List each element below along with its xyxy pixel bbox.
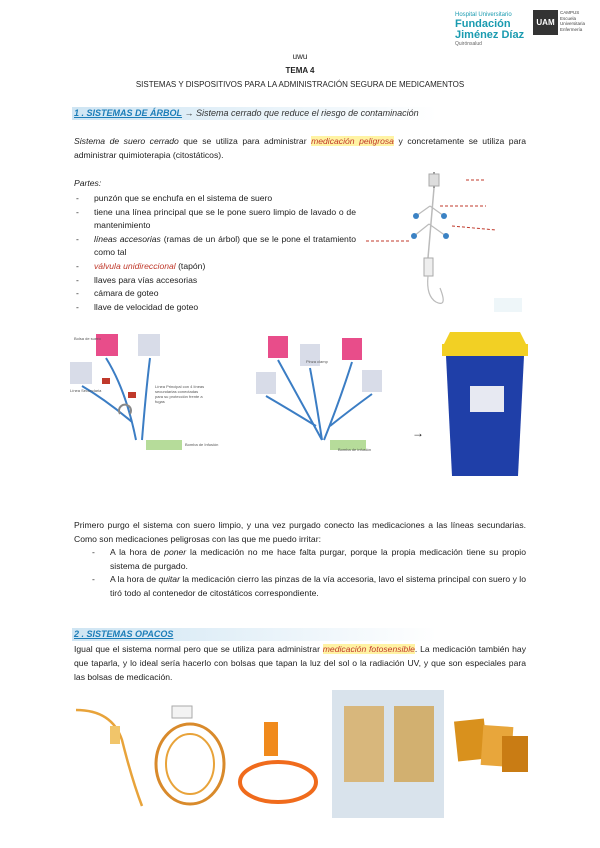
diagram-label: Bomba de infusión [338, 447, 372, 452]
tree-system-photo [366, 166, 526, 316]
list-item: - punzón que se enchufa en el sistema de suero [74, 192, 356, 206]
uam-mark: UAM [533, 10, 558, 35]
list-item: - llave de velocidad de goteo [74, 301, 356, 315]
logo-uam [533, 10, 593, 44]
diagram-label: Línea Secundaria [70, 388, 102, 393]
logo-fundacion-jimenez-diaz: Hospital Universitario Fundación Jiménez Díaz Quirónsalud [455, 12, 525, 47]
tree-diagram-right [250, 330, 410, 460]
list-item: - cámara de goteo [74, 287, 356, 301]
section-2-paragraph: Igual que el sistema normal pero que se utiliza para administrar medicación fotosensible. La medicación también hay que taparla, y lo ideal sería hacerlo con bolsas que tapan la luz del sol o la radiación UV, y que son especiales para las bolsas de medicación. [74, 644, 526, 682]
opaque-bags-photo [332, 690, 444, 818]
section-1-intro: Sistema de suero cerrado que se utiliza para administrar medicación peligrosa y concretamente se utiliza para administrar quimioterapia (citostáticos). [74, 136, 526, 160]
purge-paragraph: Primero purgo el sistema con suero limpio, y una vez purgado conecto las medicaciones a las líneas secundarias. Como son medicaciones peligrosas con las que me puedo irritar: [74, 520, 526, 544]
cytostatic-container-image [440, 330, 530, 480]
uam-text: CAMPUS Escuela Universitaria Enfermería [560, 10, 586, 32]
diagram-label: Bolsa de suero [74, 336, 101, 341]
course-label: uwu [292, 52, 308, 61]
page-title: SISTEMAS Y DISPOSITIVOS PARA LA ADMINISTRACIÓN SEGURA DE MEDICAMENTOS [135, 80, 465, 89]
parts-list [74, 192, 356, 314]
list-item: - A la hora de poner la medicación no me hace falta purgar, porque la propia medicación tiene su propio sistema de purgado. [90, 546, 526, 573]
diagram-label: Pinza clamp [306, 359, 328, 364]
list-item: - A la hora de quitar la medicación cierro las pinzas de la vía accesoria, lavo el sistema principal con suero y lo tiró todo al contenedor de citostáticos correspondiente. [90, 573, 526, 600]
list-item: - válvula unidireccional (tapón) [74, 260, 356, 274]
opaque-line-photo-3 [234, 718, 320, 808]
list-item: - tiene una línea principal que se le pone suero limpio de lavado o de mantenimiento [74, 206, 356, 233]
diagram-label: Línea Principal con 4 líneas secundarias conectadas para su protección frente a fugas [155, 384, 205, 404]
opaque-line-photo-2 [150, 698, 232, 812]
section-2-heading: 2 . SISTEMAS OPACOS [74, 629, 174, 639]
list-item: - llaves para vías accesorias [74, 274, 356, 288]
list-item: - líneas accesorias (ramas de un árbol) que se le pone el tratamiento como tal [74, 233, 356, 260]
opaque-line-photo-1 [72, 700, 148, 810]
parts-label: Partes: [74, 178, 102, 188]
section-1-heading: 1 . SISTEMAS DE ÁRBOL → Sistema cerrado que reduce el riesgo de contaminación [74, 108, 419, 118]
diagram-label: Bomba de Infusión [185, 442, 219, 447]
opaque-bag-covers-photo [448, 714, 532, 780]
arrow-to-container: → [412, 426, 424, 440]
topic-label: TEMA 4 [285, 66, 315, 75]
notes-list [90, 546, 526, 600]
